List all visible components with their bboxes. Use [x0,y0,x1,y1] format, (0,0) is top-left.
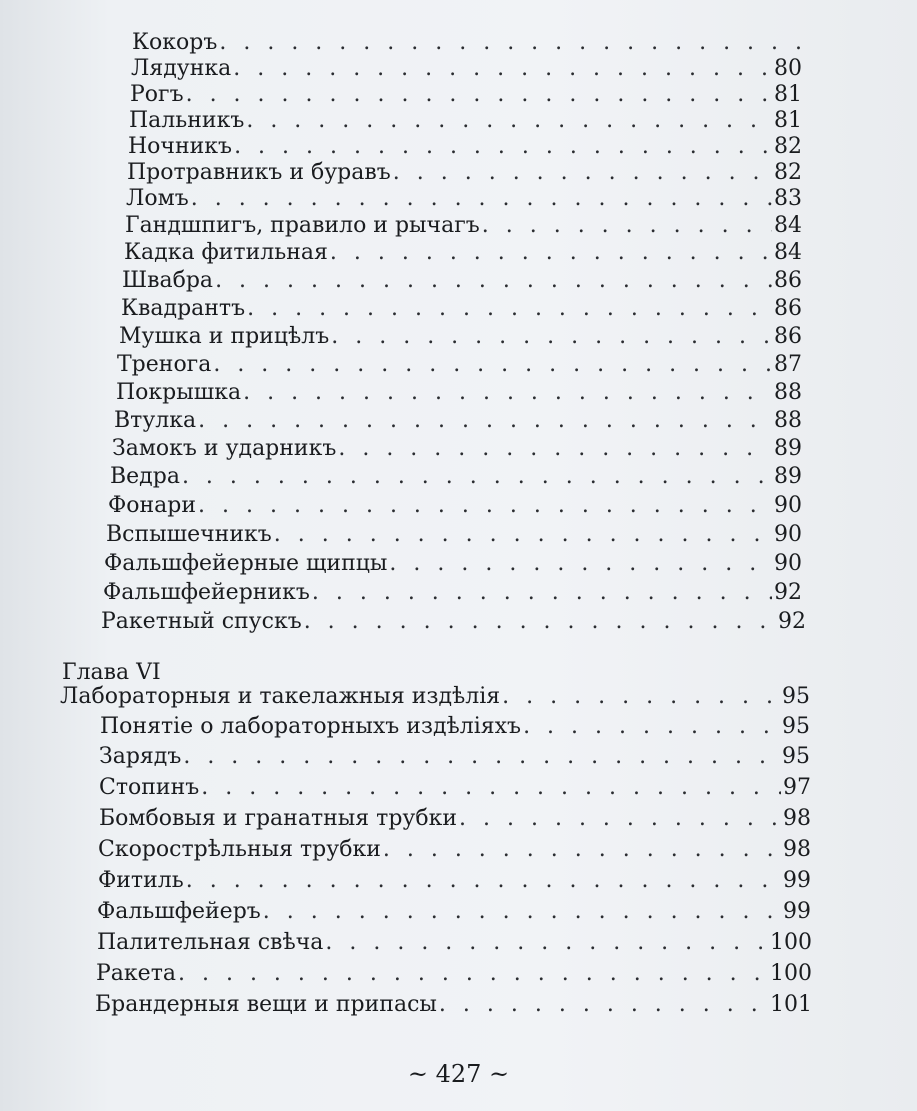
toc-entry-label: Ночникъ [128,134,233,159]
toc-entry-label: Брандерныя вещи и припасы [95,992,437,1017]
toc-entry-label: Кадка фитильная [124,240,328,265]
toc-entry-label: Пальникъ [129,108,245,133]
toc-entry-page: 98 [783,806,811,831]
toc-entry-page: 84 [774,213,802,238]
toc-entry-label: Вспышечникъ [106,522,272,547]
toc-entry-page: 80 [774,56,802,81]
dot-leader [201,771,781,805]
toc-entry [99,771,811,805]
toc-entry-page: 100 [770,961,812,986]
toc-entry [100,710,810,744]
chapter-title-entry [60,680,810,714]
toc-entry [98,833,811,867]
toc-entry-label: Замокъ и ударникъ [112,436,337,461]
toc-entry-label: Лядунка [131,56,232,81]
toc-entry-page: 97 [783,775,811,800]
toc-entry-label: Зарядъ [99,744,182,769]
toc-entry-label: Покрышка [116,380,242,405]
toc-entry-page: 90 [774,522,802,547]
toc-entry-label: Втулка [114,408,197,433]
toc-entry-label: Фальшфейеръ [97,899,261,924]
toc-entry-page: 101 [770,992,812,1017]
dot-leader [459,802,781,836]
toc-entry-label: Фальшфейерникъ [103,580,310,605]
toc-entry-page: 100 [770,930,812,955]
toc-entry-label: Ракета [96,961,176,986]
chapter-heading: Глава VI [62,660,161,685]
chapter-title-page: 95 [782,684,810,709]
toc-entry [96,957,812,991]
toc-entry [99,802,811,836]
toc-entry-label: Фальшфейерные щипцы [104,551,388,576]
toc-entry-label: Ломъ [126,186,189,211]
toc-entry-page: 90 [774,493,802,518]
dot-leader [523,710,780,744]
toc-entry-label: Тренога [117,352,212,377]
toc-entry [97,926,812,960]
dot-leader [304,605,776,639]
toc-entry [98,864,811,898]
toc-entry-page: 81 [774,82,802,107]
toc-entry-page: 92 [778,609,806,634]
toc-entry-label: Скорострѣльныя трубки [98,837,381,862]
page-number: ~ 427 ~ [407,1060,510,1088]
toc-entry-page: 99 [783,868,811,893]
toc-entry-page: 86 [774,324,802,349]
toc-entry-page: 86 [774,296,802,321]
toc-entry-page: 88 [774,380,802,405]
toc-entry-page: 98 [783,837,811,862]
toc-entry-page: 87 [774,352,802,377]
toc-entry [99,740,810,774]
toc-entry-page: 95 [782,744,810,769]
dot-leader [178,957,768,991]
toc-entry-label: Квадрантъ [121,296,246,321]
toc-entry-page: 82 [774,160,802,185]
toc-entry-label: Протравникъ и буравъ [127,160,391,185]
toc-entry-page: 81 [774,108,802,133]
toc-entry [97,895,811,929]
toc-entry [101,605,806,639]
toc-entry-page: 86 [774,268,802,293]
toc-entry-page: 83 [774,186,802,211]
toc-entry-page: 88 [774,408,802,433]
dot-leader [383,833,781,867]
toc-entry-page: 82 [774,134,802,159]
toc-entry-label: Кокоръ [132,30,218,55]
toc-entry-page: 89 [774,436,802,461]
toc-entry-label: Швабра [122,268,214,293]
toc-entry-label: Фонари [108,493,197,518]
toc-entry-page: 92 [774,580,802,605]
toc-entry-page: 84 [774,240,802,265]
dot-leader [502,680,780,714]
toc-entry-label: Ракетный спускъ [101,609,302,634]
toc-entry-label: Понятіе о лабораторныхъ издѣліяхъ [100,714,522,739]
toc-entry-label: Палительная свѣча [97,930,324,955]
toc-entry-label: Мушка и прицѣлъ [119,324,330,349]
toc-entry-label: Рогъ [130,82,184,107]
dot-leader [263,895,781,929]
toc-entry-label: Стопинъ [99,775,200,800]
toc-entry-page: 89 [774,464,802,489]
toc-entry-page: 90 [774,551,802,576]
chapter-title-label: Лабораторныя и такелажныя издѣлія [60,684,501,709]
toc-entry-label: Бомбовыя и гранатныя трубки [99,806,458,831]
toc-entry-page: 99 [783,899,811,924]
dot-leader [186,864,781,898]
dot-leader [439,988,768,1022]
dot-leader [325,926,768,960]
dot-leader [183,740,780,774]
toc-entry-label: Гандшпигъ, правило и рычагъ [125,213,480,238]
toc-entry-page: 95 [782,714,810,739]
toc-entry [95,988,812,1022]
toc-entry-label: Фитиль [98,868,184,893]
toc-entry-label: Ведра [110,464,180,489]
